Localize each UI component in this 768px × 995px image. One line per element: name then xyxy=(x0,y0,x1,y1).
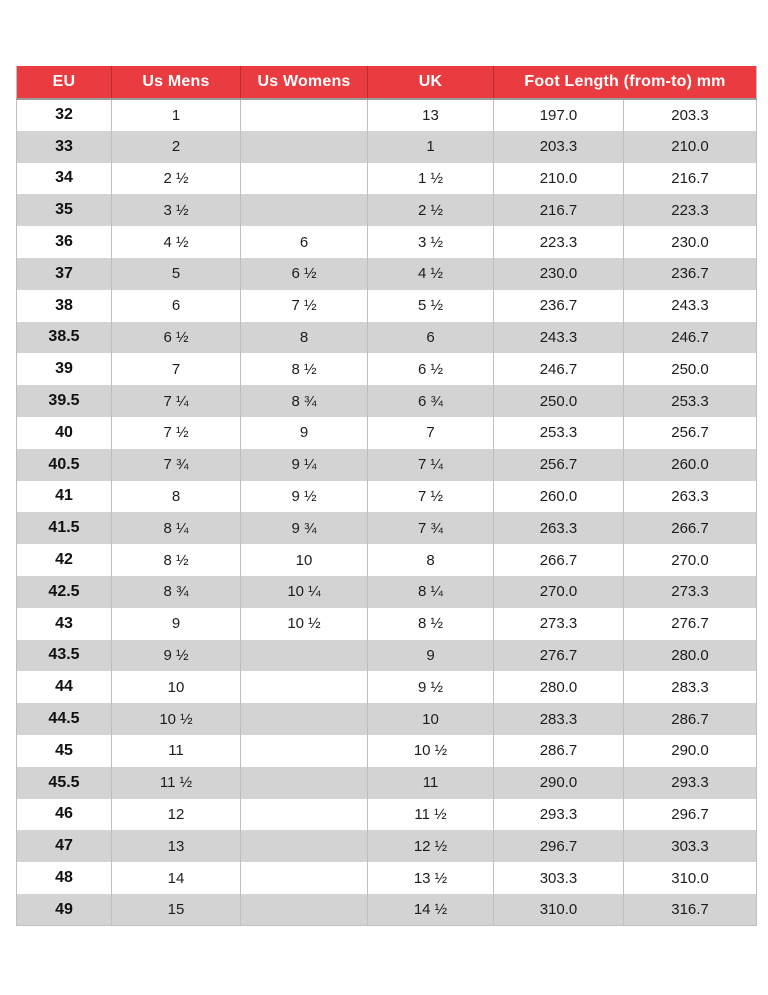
cell-us-mens: 14 xyxy=(112,862,241,894)
cell-foot-length-to: 296.7 xyxy=(624,799,757,831)
cell-uk: 2 ½ xyxy=(368,194,494,226)
cell-us-mens: 8 ¼ xyxy=(112,512,241,544)
table-row xyxy=(17,671,757,703)
cell-uk: 10 ½ xyxy=(368,735,494,767)
table-body xyxy=(17,99,757,926)
cell-us-mens: 2 xyxy=(112,131,241,163)
cell-us-womens: 9 ½ xyxy=(241,481,368,513)
cell-eu: 45 xyxy=(17,735,112,767)
cell-foot-length-to: 283.3 xyxy=(624,671,757,703)
cell-eu: 46 xyxy=(17,799,112,831)
cell-us-womens xyxy=(241,640,368,672)
cell-uk: 12 ½ xyxy=(368,830,494,862)
table-row xyxy=(17,226,757,258)
cell-eu: 49 xyxy=(17,894,112,926)
table-row xyxy=(17,417,757,449)
cell-us-womens: 7 ½ xyxy=(241,290,368,322)
cell-foot-length-to: 210.0 xyxy=(624,131,757,163)
cell-foot-length-from: 250.0 xyxy=(494,385,624,417)
table-row xyxy=(17,385,757,417)
table-row xyxy=(17,735,757,767)
cell-eu: 48 xyxy=(17,862,112,894)
cell-us-mens: 9 xyxy=(112,608,241,640)
cell-uk: 13 ½ xyxy=(368,862,494,894)
cell-uk: 6 ¾ xyxy=(368,385,494,417)
cell-uk: 4 ½ xyxy=(368,258,494,290)
cell-eu: 39 xyxy=(17,353,112,385)
cell-eu: 44 xyxy=(17,671,112,703)
cell-us-womens: 10 ½ xyxy=(241,608,368,640)
cell-eu: 34 xyxy=(17,163,112,195)
cell-uk: 14 ½ xyxy=(368,894,494,926)
cell-eu: 43 xyxy=(17,608,112,640)
cell-foot-length-to: 203.3 xyxy=(624,99,757,131)
cell-foot-length-to: 286.7 xyxy=(624,703,757,735)
cell-foot-length-from: 223.3 xyxy=(494,226,624,258)
cell-uk: 7 ¼ xyxy=(368,449,494,481)
cell-foot-length-from: 260.0 xyxy=(494,481,624,513)
cell-foot-length-to: 290.0 xyxy=(624,735,757,767)
cell-us-womens xyxy=(241,163,368,195)
cell-eu: 44.5 xyxy=(17,703,112,735)
cell-us-mens: 1 xyxy=(112,99,241,131)
cell-foot-length-to: 256.7 xyxy=(624,417,757,449)
cell-us-womens: 10 xyxy=(241,544,368,576)
cell-us-mens: 11 ½ xyxy=(112,767,241,799)
cell-foot-length-from: 246.7 xyxy=(494,353,624,385)
cell-eu: 32 xyxy=(17,99,112,131)
cell-foot-length-to: 273.3 xyxy=(624,576,757,608)
header-us-mens: Us Mens xyxy=(112,66,241,99)
cell-eu: 40.5 xyxy=(17,449,112,481)
cell-foot-length-to: 236.7 xyxy=(624,258,757,290)
cell-us-womens: 8 ½ xyxy=(241,353,368,385)
shoe-size-conversion-table xyxy=(16,66,757,926)
table-row xyxy=(17,353,757,385)
cell-uk: 7 ¾ xyxy=(368,512,494,544)
cell-us-mens: 9 ½ xyxy=(112,640,241,672)
cell-foot-length-from: 286.7 xyxy=(494,735,624,767)
cell-us-mens: 5 xyxy=(112,258,241,290)
cell-us-womens: 6 ½ xyxy=(241,258,368,290)
cell-us-mens: 8 ½ xyxy=(112,544,241,576)
cell-us-mens: 3 ½ xyxy=(112,194,241,226)
cell-foot-length-from: 256.7 xyxy=(494,449,624,481)
cell-foot-length-from: 276.7 xyxy=(494,640,624,672)
cell-foot-length-from: 293.3 xyxy=(494,799,624,831)
cell-us-womens xyxy=(241,99,368,131)
cell-eu: 42 xyxy=(17,544,112,576)
table-row xyxy=(17,640,757,672)
cell-foot-length-from: 303.3 xyxy=(494,862,624,894)
cell-foot-length-to: 293.3 xyxy=(624,767,757,799)
cell-uk: 3 ½ xyxy=(368,226,494,258)
cell-us-mens: 10 ½ xyxy=(112,703,241,735)
cell-us-mens: 6 xyxy=(112,290,241,322)
cell-eu: 47 xyxy=(17,830,112,862)
cell-foot-length-to: 246.7 xyxy=(624,322,757,354)
cell-us-mens: 7 ½ xyxy=(112,417,241,449)
cell-foot-length-from: 197.0 xyxy=(494,99,624,131)
cell-foot-length-from: 296.7 xyxy=(494,830,624,862)
cell-foot-length-from: 270.0 xyxy=(494,576,624,608)
table-row xyxy=(17,290,757,322)
cell-foot-length-from: 230.0 xyxy=(494,258,624,290)
cell-us-mens: 7 ¼ xyxy=(112,385,241,417)
cell-uk: 8 ½ xyxy=(368,608,494,640)
table-row xyxy=(17,449,757,481)
cell-us-mens: 15 xyxy=(112,894,241,926)
cell-uk: 1 xyxy=(368,131,494,163)
cell-us-womens xyxy=(241,767,368,799)
cell-eu: 38.5 xyxy=(17,322,112,354)
cell-us-mens: 10 xyxy=(112,671,241,703)
cell-us-mens: 2 ½ xyxy=(112,163,241,195)
cell-foot-length-to: 263.3 xyxy=(624,481,757,513)
cell-uk: 9 xyxy=(368,640,494,672)
table-row xyxy=(17,703,757,735)
cell-us-womens xyxy=(241,131,368,163)
cell-us-mens: 11 xyxy=(112,735,241,767)
cell-foot-length-from: 290.0 xyxy=(494,767,624,799)
cell-eu: 43.5 xyxy=(17,640,112,672)
header-uk: UK xyxy=(368,66,494,99)
cell-eu: 35 xyxy=(17,194,112,226)
cell-us-mens: 8 xyxy=(112,481,241,513)
header-us-womens: Us Womens xyxy=(241,66,368,99)
table-row xyxy=(17,131,757,163)
cell-us-womens xyxy=(241,799,368,831)
cell-foot-length-to: 260.0 xyxy=(624,449,757,481)
cell-us-mens: 8 ¾ xyxy=(112,576,241,608)
cell-eu: 33 xyxy=(17,131,112,163)
cell-foot-length-from: 283.3 xyxy=(494,703,624,735)
cell-uk: 11 xyxy=(368,767,494,799)
cell-us-womens xyxy=(241,735,368,767)
header-row xyxy=(17,66,757,99)
cell-foot-length-to: 276.7 xyxy=(624,608,757,640)
cell-uk: 6 xyxy=(368,322,494,354)
cell-eu: 45.5 xyxy=(17,767,112,799)
cell-foot-length-from: 273.3 xyxy=(494,608,624,640)
cell-us-womens xyxy=(241,671,368,703)
cell-uk: 8 ¼ xyxy=(368,576,494,608)
cell-uk: 7 ½ xyxy=(368,481,494,513)
table-row xyxy=(17,322,757,354)
cell-us-mens: 7 ¾ xyxy=(112,449,241,481)
cell-foot-length-from: 253.3 xyxy=(494,417,624,449)
cell-uk: 8 xyxy=(368,544,494,576)
cell-us-womens xyxy=(241,830,368,862)
cell-foot-length-from: 216.7 xyxy=(494,194,624,226)
table-row xyxy=(17,194,757,226)
cell-foot-length-to: 250.0 xyxy=(624,353,757,385)
cell-us-womens xyxy=(241,894,368,926)
cell-us-mens: 13 xyxy=(112,830,241,862)
cell-eu: 41.5 xyxy=(17,512,112,544)
cell-uk: 5 ½ xyxy=(368,290,494,322)
cell-foot-length-to: 310.0 xyxy=(624,862,757,894)
cell-us-mens: 7 xyxy=(112,353,241,385)
table-row xyxy=(17,894,757,926)
cell-foot-length-to: 253.3 xyxy=(624,385,757,417)
table-row xyxy=(17,830,757,862)
table-row xyxy=(17,576,757,608)
cell-foot-length-from: 263.3 xyxy=(494,512,624,544)
cell-foot-length-to: 216.7 xyxy=(624,163,757,195)
cell-eu: 40 xyxy=(17,417,112,449)
cell-us-womens xyxy=(241,862,368,894)
cell-us-womens: 9 ¼ xyxy=(241,449,368,481)
cell-us-womens xyxy=(241,194,368,226)
cell-eu: 39.5 xyxy=(17,385,112,417)
cell-foot-length-to: 223.3 xyxy=(624,194,757,226)
cell-foot-length-from: 243.3 xyxy=(494,322,624,354)
table-row xyxy=(17,799,757,831)
cell-foot-length-from: 280.0 xyxy=(494,671,624,703)
cell-foot-length-from: 210.0 xyxy=(494,163,624,195)
cell-uk: 6 ½ xyxy=(368,353,494,385)
table-row xyxy=(17,481,757,513)
cell-us-womens: 9 ¾ xyxy=(241,512,368,544)
cell-us-mens: 4 ½ xyxy=(112,226,241,258)
cell-uk: 11 ½ xyxy=(368,799,494,831)
cell-us-womens: 9 xyxy=(241,417,368,449)
cell-foot-length-to: 243.3 xyxy=(624,290,757,322)
header-foot-length: Foot Length (from-to) mm xyxy=(494,66,757,99)
cell-us-womens: 8 ¾ xyxy=(241,385,368,417)
cell-us-womens: 10 ¼ xyxy=(241,576,368,608)
cell-uk: 7 xyxy=(368,417,494,449)
table-row xyxy=(17,258,757,290)
cell-eu: 38 xyxy=(17,290,112,322)
cell-foot-length-to: 316.7 xyxy=(624,894,757,926)
cell-eu: 42.5 xyxy=(17,576,112,608)
cell-us-womens: 6 xyxy=(241,226,368,258)
table-header xyxy=(17,66,757,99)
table-row xyxy=(17,862,757,894)
cell-foot-length-from: 266.7 xyxy=(494,544,624,576)
table-row xyxy=(17,544,757,576)
cell-us-mens: 12 xyxy=(112,799,241,831)
cell-foot-length-to: 303.3 xyxy=(624,830,757,862)
cell-foot-length-from: 310.0 xyxy=(494,894,624,926)
cell-us-womens: 8 xyxy=(241,322,368,354)
cell-foot-length-from: 236.7 xyxy=(494,290,624,322)
cell-us-womens xyxy=(241,703,368,735)
cell-foot-length-from: 203.3 xyxy=(494,131,624,163)
table-row xyxy=(17,163,757,195)
cell-uk: 9 ½ xyxy=(368,671,494,703)
cell-foot-length-to: 266.7 xyxy=(624,512,757,544)
cell-foot-length-to: 280.0 xyxy=(624,640,757,672)
table-row xyxy=(17,767,757,799)
cell-uk: 10 xyxy=(368,703,494,735)
cell-foot-length-to: 270.0 xyxy=(624,544,757,576)
table-row xyxy=(17,608,757,640)
table-row xyxy=(17,512,757,544)
cell-uk: 1 ½ xyxy=(368,163,494,195)
cell-foot-length-to: 230.0 xyxy=(624,226,757,258)
cell-eu: 37 xyxy=(17,258,112,290)
cell-eu: 41 xyxy=(17,481,112,513)
cell-uk: 13 xyxy=(368,99,494,131)
header-eu: EU xyxy=(17,66,112,99)
table-row xyxy=(17,99,757,131)
cell-eu: 36 xyxy=(17,226,112,258)
cell-us-mens: 6 ½ xyxy=(112,322,241,354)
